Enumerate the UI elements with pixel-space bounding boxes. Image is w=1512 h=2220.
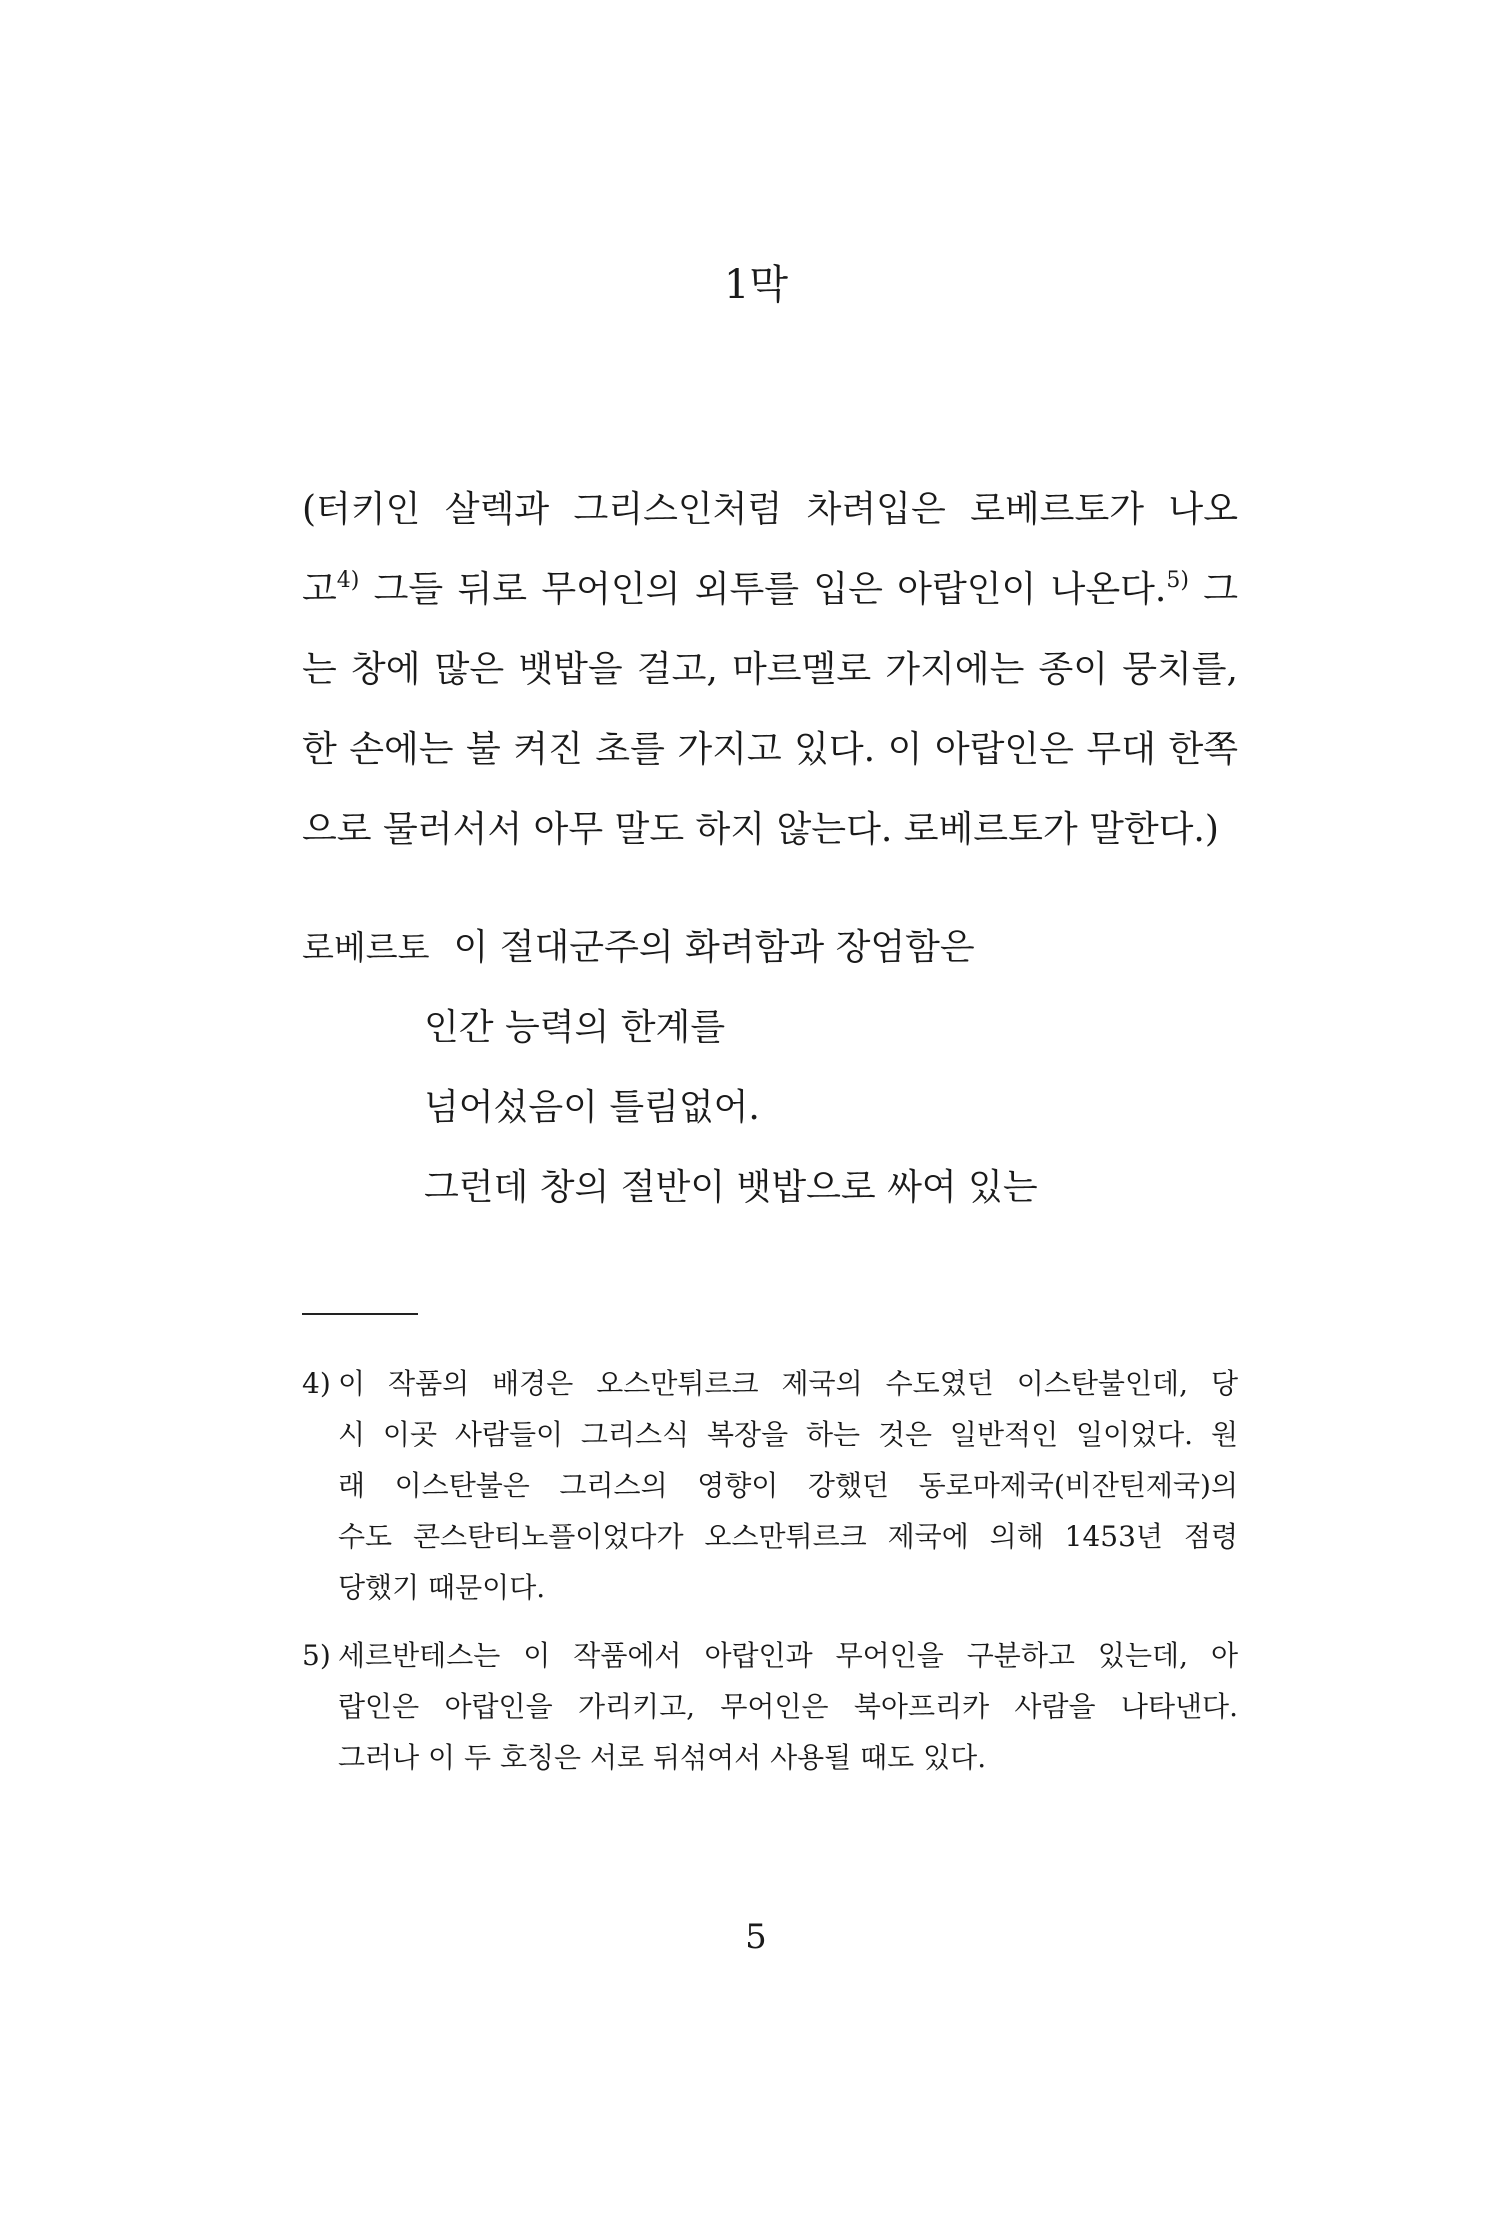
stage-direction-line: 는 창에 많은 뱃밥을 걸고, 마르멜로 가지에는 종이 뭉치를, <box>302 649 1238 690</box>
stage-direction <box>302 470 1238 870</box>
footnote-ref: 4) <box>336 568 360 593</box>
stage-direction-line: (터키인 살렉과 그리스인처럼 차려입은 로베르토가 나오 <box>302 489 1238 530</box>
footnotes <box>302 1358 1238 1800</box>
footnote-line: 래 이스탄불은 그리스의 영향이 강했던 동로마제국(비잔틴제국)의 <box>338 1469 1238 1502</box>
footnote-separator <box>302 1313 418 1315</box>
stage-direction-line <box>302 550 1238 630</box>
footnote-line: 수도 콘스탄티노플이었다가 오스만튀르크 제국에 의해 1453년 점령 <box>338 1520 1238 1553</box>
footnote-line: 시 이곳 사람들이 그리스식 복장을 하는 것은 일반적인 일이었다. 원 <box>338 1418 1238 1451</box>
stage-direction-line: 한 손에는 불 켜진 초를 가지고 있다. 이 아랍인은 무대 한쪽 <box>302 729 1238 770</box>
stage-direction-line: 으로 물러서서 아무 말도 하지 않는다. 로베르토가 말한다.) <box>302 809 1219 850</box>
dialogue-line <box>302 908 1238 988</box>
dialogue-line: 인간 능력의 한계를 <box>424 1007 726 1048</box>
dialogue-text: 이 절대군주의 화려함과 장엄함은 <box>453 927 975 968</box>
speaker-name: 로베르토 <box>302 928 430 967</box>
footnote-number: 4) <box>302 1367 331 1400</box>
stage-direction-text: 그들 뒤로 무어인의 외투를 입은 아랍인이 나온다. <box>359 569 1167 610</box>
page-number: 5 <box>745 1917 767 1957</box>
footnote-line: 세르반테스는 이 작품에서 아랍인과 무어인을 구분하고 있는데, 아 <box>338 1639 1238 1672</box>
act-title: 1막 <box>723 262 789 308</box>
footnote-4 <box>302 1358 1238 1613</box>
stage-direction-text: 그 <box>1188 569 1238 610</box>
dialogue-line: 넘어섰음이 틀림없어. <box>424 1087 760 1128</box>
footnote-line: 당했기 때문이다. <box>338 1571 546 1604</box>
dialogue-block <box>302 908 1238 1228</box>
footnote-5 <box>302 1630 1238 1783</box>
stage-direction-text: 고 <box>302 569 337 610</box>
footnote-line: 그러나 이 두 호칭은 서로 뒤섞여서 사용될 때도 있다. <box>338 1741 987 1774</box>
dialogue-line: 그런데 창의 절반이 뱃밥으로 싸여 있는 <box>424 1167 1038 1208</box>
footnote-ref: 5) <box>1166 568 1189 593</box>
footnote-line: 이 작품의 배경은 오스만튀르크 제국의 수도였던 이스탄불인데, 당 <box>338 1367 1238 1400</box>
footnote-number: 5) <box>302 1639 331 1672</box>
footnote-line: 랍인은 아랍인을 가리키고, 무어인은 북아프리카 사람을 나타낸다. <box>338 1690 1238 1723</box>
